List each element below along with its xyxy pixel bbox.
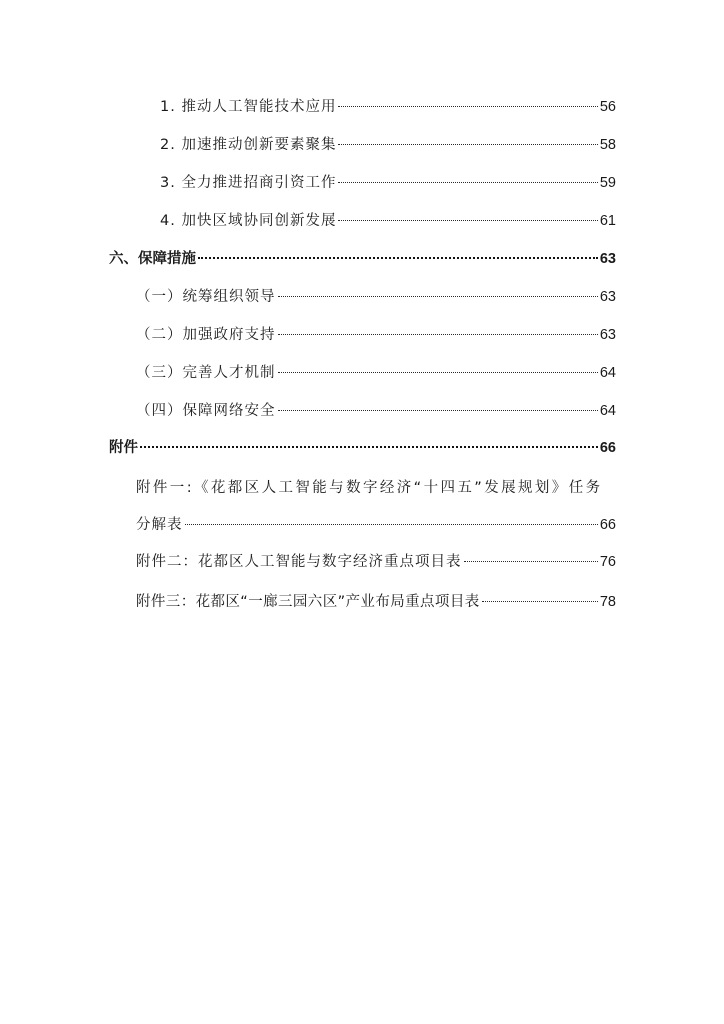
toc-entry-label: 附件 [109,440,138,456]
toc-entry-innovation-elements[interactable] [160,134,616,156]
toc-page-number: 64 [599,403,616,419]
toc-dot-leader [278,296,598,297]
toc-entry-label: 分解表 [136,517,183,533]
toc-page-number: 56 [599,99,616,115]
toc-entry-network-security[interactable] [136,400,616,422]
toc-page-number: 78 [599,594,616,610]
toc-page-number: 63 [599,251,616,267]
toc-entry-label: 1. 推动人工智能技术应用 [160,99,337,115]
toc-entry-label: 六、保障措施 [109,251,196,267]
toc-entry-label: （一）统筹组织领导 [136,289,276,305]
toc-dot-leader [278,334,598,335]
toc-dot-leader [482,601,598,602]
toc-entry-appendix-1-line2[interactable] [136,514,616,536]
toc-page-number: 59 [599,175,616,191]
toc-dot-leader [185,524,598,525]
toc-page-number: 58 [599,137,616,153]
toc-page-number: 63 [599,327,616,343]
toc-entry-label: 附件二：花都区人工智能与数字经济重点项目表 [136,554,462,570]
toc-entry-organization-leadership[interactable] [136,286,616,308]
toc-entry-label: 附件三：花都区“一廊三园六区”产业布局重点项目表 [136,594,480,610]
toc-entry-label: 2. 加速推动创新要素聚集 [160,137,337,153]
toc-entry-label: 3. 全力推进招商引资工作 [160,175,337,191]
toc-dot-leader [338,144,597,145]
toc-entry-label: （二）加强政府支持 [136,327,276,343]
toc-entry-government-support[interactable] [136,324,616,346]
toc-page-number: 66 [599,517,616,533]
toc-dot-leader [464,561,598,562]
toc-page-number: 61 [599,213,616,229]
toc-dot-leader [278,372,598,373]
toc-entry-investment-promotion[interactable] [160,172,616,194]
toc-entry-appendix-3[interactable] [136,591,616,613]
toc-entry-appendix[interactable] [109,437,616,459]
toc-dot-leader [338,106,597,107]
toc-dot-leader [140,446,598,448]
toc-dot-leader [338,182,597,183]
toc-page-number: 63 [599,289,616,305]
toc-entry-label: （四）保障网络安全 [136,403,276,419]
toc-entry-regional-innovation[interactable] [160,210,616,232]
toc-dot-leader [278,410,598,411]
toc-page-number: 66 [599,440,616,456]
toc-entry-label: 4. 加快区域协同创新发展 [160,213,337,229]
toc-page-number: 76 [599,554,616,570]
toc-entry-label: （三）完善人才机制 [136,365,276,381]
toc-entry-safeguard-measures[interactable] [109,248,616,270]
toc-entry-appendix-1-line1[interactable] [136,477,616,499]
toc-entry-talent-mechanism[interactable] [136,362,616,384]
toc-page-number: 64 [599,365,616,381]
toc-entry-label: 附件一:《花都区人工智能与数字经济“十四五”发展规划》任务 [136,480,603,496]
toc-entry-appendix-2[interactable] [136,551,616,573]
toc-entry-ai-tech-application[interactable] [160,96,616,118]
toc-dot-leader [198,257,598,259]
toc-dot-leader [338,220,597,221]
